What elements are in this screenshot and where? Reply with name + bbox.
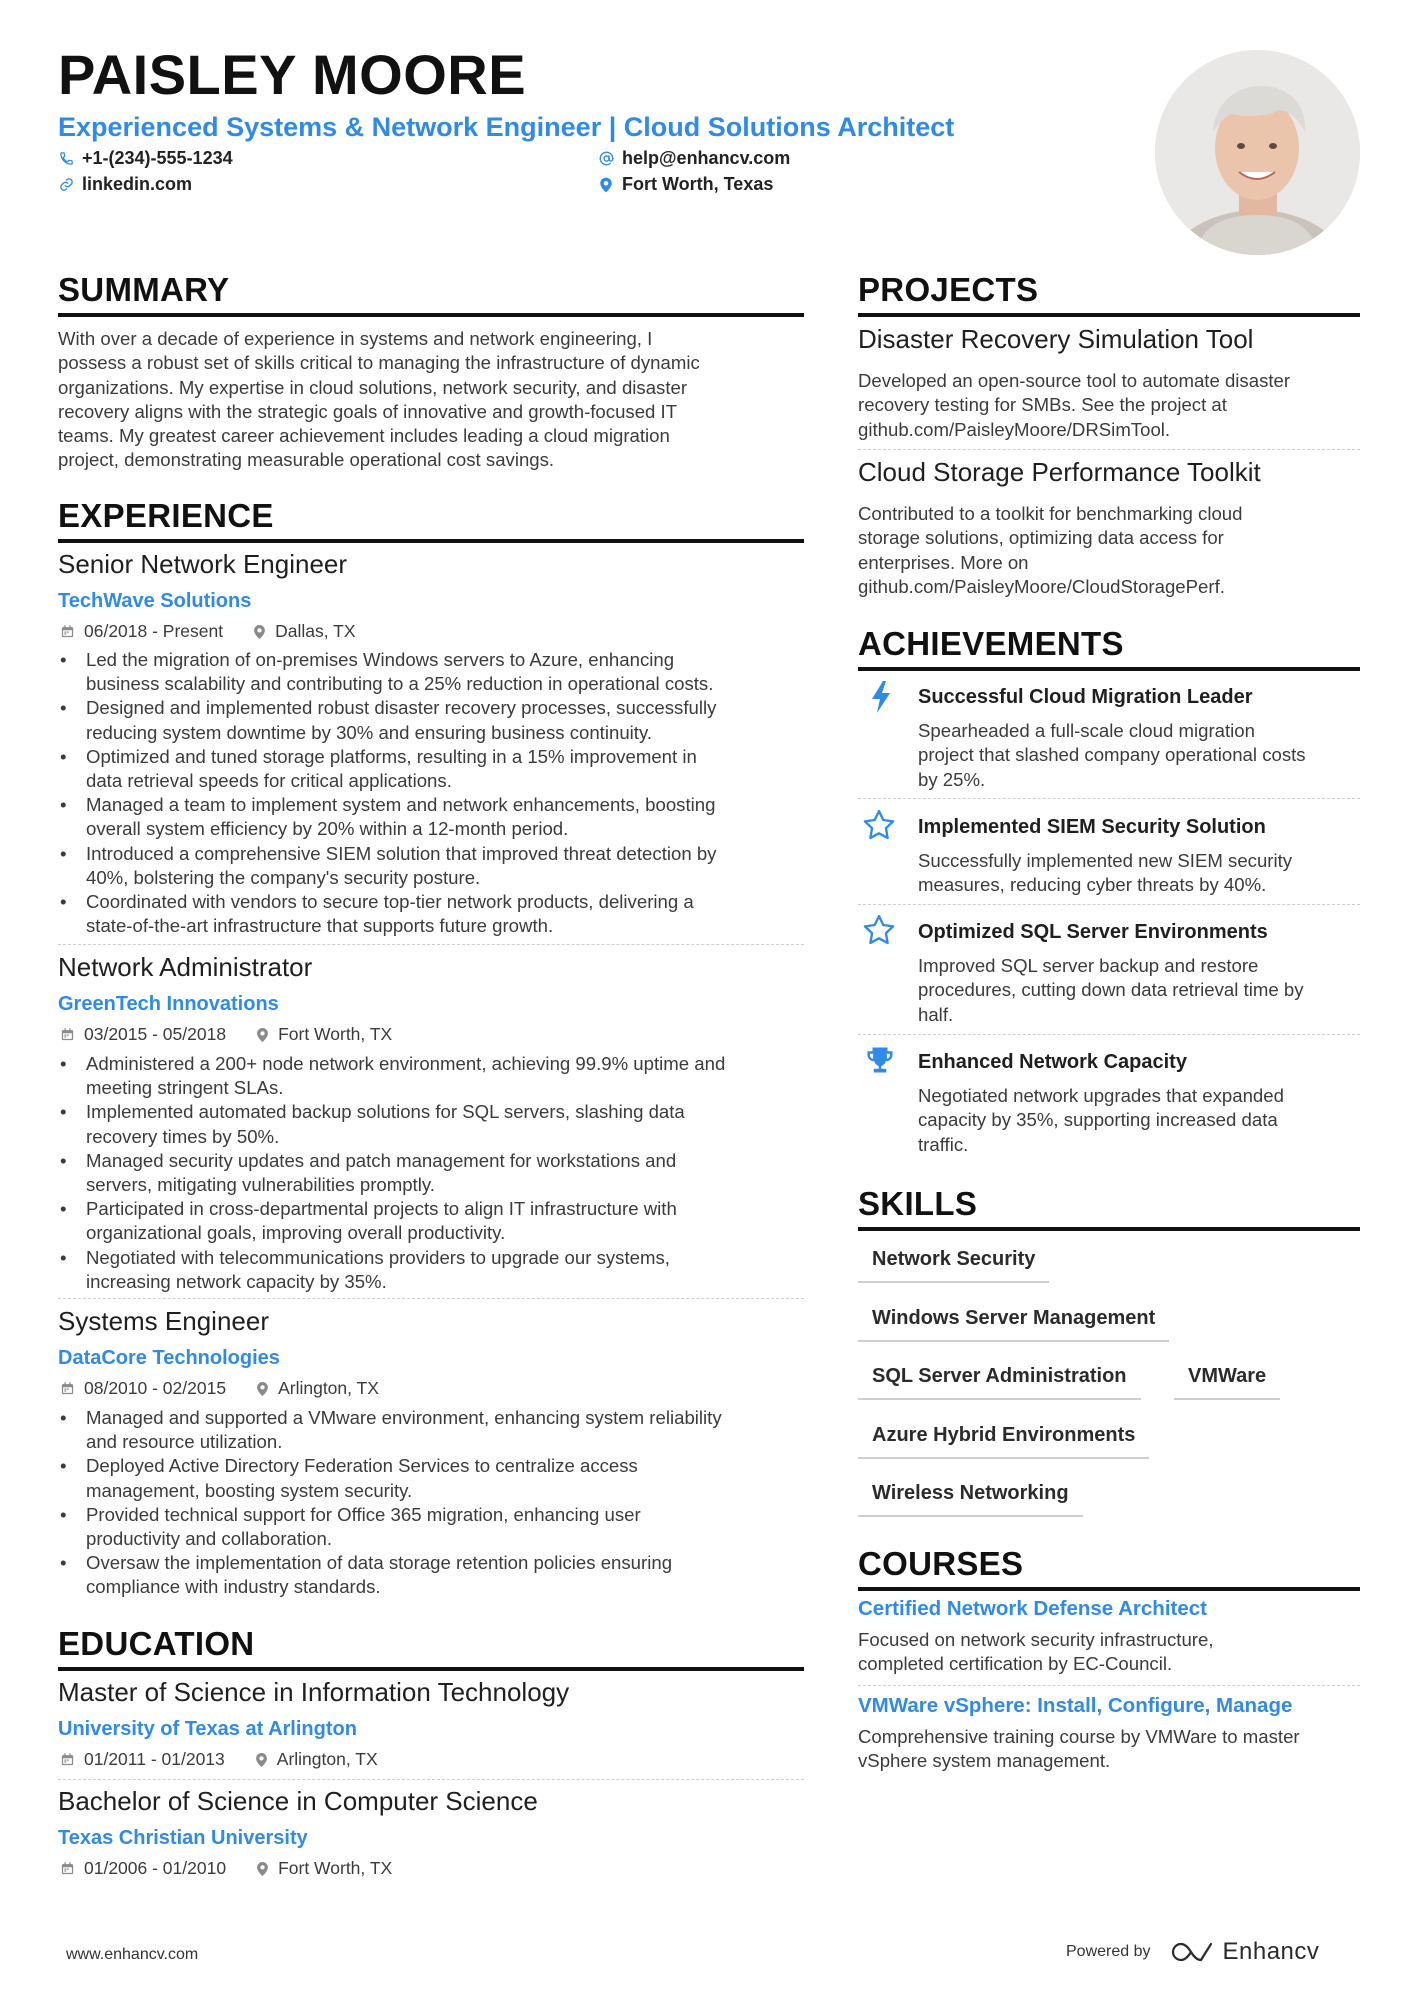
job-location: Dallas, TX [275,621,356,641]
calendar-icon [60,1752,75,1767]
enhancv-logo-icon [1171,1941,1215,1963]
job-dates: 08/2010 - 02/2015 [84,1378,227,1398]
linkedin-text[interactable]: linkedin.com [82,174,193,194]
education-separator [58,1779,804,1780]
bullet-item: • Managed security updates and patch management for workstations and servers, mitigating vulnerabilities promptly. [58,1149,818,1197]
job-separator [58,1298,804,1299]
summary-divider [58,313,804,317]
map-pin-icon [253,624,266,640]
education-school: Texas Christian University [58,1827,308,1849]
summary-line: recovery aligns with the strategic goals of innovative and growth-focused IT [58,400,678,422]
education-dates: 01/2006 - 01/2010 [84,1858,227,1878]
education-meta [60,1858,392,1879]
contact-phone [58,148,233,170]
bullet-item: • Managed and supported a VMware environment, enhancing system reliability and resource utilization. [58,1406,818,1454]
project-title: Disaster Recovery Simulation Tool [858,324,1254,354]
achievement-separator [858,1034,1360,1035]
job-company: GreenTech Innovations [58,993,279,1015]
job-meta [60,1378,379,1399]
job-company: TechWave Solutions [58,590,252,612]
job-role: Systems Engineer [58,1306,269,1336]
job-role: Network Administrator [58,952,313,982]
powered-by-label: Powered by [1066,1943,1151,1960]
bullet-item: • Led the migration of on-premises Windows servers to Azure, enhancing business scalability and contributing to a 25% reduction in operational costs. [58,648,818,696]
footer-website[interactable]: www.enhancv.com [66,1946,199,1963]
experience-heading: EXPERIENCE [58,497,274,534]
course-description: Focused on network security infrastructure, completed certification by EC-Council. [858,1629,1214,1675]
job-role: Senior Network Engineer [58,549,348,579]
job-location: Arlington, TX [278,1378,379,1398]
achievement-description: Successfully implemented new SIEM security measures, reducing cyber threats by 40%. [918,850,1293,896]
achievement-title: Successful Cloud Migration Leader [918,686,1253,708]
summary-line: possess a robust set of skills critical to managing the infrastructure of dynamic [58,352,700,374]
bullet-item: • Implemented automated backup solutions for SQL servers, slashing data recovery times by 50%. [58,1100,818,1148]
contact-email[interactable] [598,148,790,170]
project-separator [858,449,1360,450]
job-bullets [58,1406,818,1600]
summary-line: organizations. My expertise in cloud solutions, network security, and disaster [58,376,688,398]
summary-line: With over a decade of experience in systems and network engineering, I [58,328,653,349]
projects-divider [858,313,1360,317]
education-degree: Bachelor of Science in Computer Science [58,1786,538,1816]
summary-line: project, demonstrating measurable operational cost savings. [58,449,555,471]
education-heading: EDUCATION [58,1625,255,1662]
profile-photo [1155,50,1360,255]
education-meta [60,1749,378,1770]
bullet-item: • Negotiated with telecommunications providers to upgrade our systems, increasing network capacity by 35%. [58,1246,818,1294]
education-school: University of Texas at Arlington [58,1718,357,1740]
job-dates: 06/2018 - Present [84,621,224,641]
contact-linkedin[interactable] [58,174,192,196]
link-icon [58,177,74,193]
map-pin-icon [256,1381,269,1397]
course-title: Certified Network Defense Architect [858,1597,1207,1620]
achievement-description: Spearheaded a full-scale cloud migration project that slashed company operational costs by 25%. [918,720,1306,790]
calendar-icon [60,1027,75,1042]
candidate-tagline: Experienced Systems & Network Engineer | Cloud Solutions Architect [58,112,955,142]
job-bullets [58,648,818,938]
bullet-item: • Introduced a comprehensive SIEM solution that improved threat detection by 40%, bolstering the company's security posture. [58,842,818,890]
candidate-name: PAISLEY MOORE [58,43,527,106]
skills-heading: SKILLS [858,1185,978,1222]
map-pin-icon [598,177,614,193]
experience-divider [58,539,804,543]
bullet-item: • Designed and implemented robust disaster recovery processes, successfully reducing system downtime by 30% and ensuring business continuity. [58,696,818,744]
calendar-icon [60,624,75,639]
courses-divider [858,1587,1360,1591]
footer-branding [1066,1938,1319,1966]
lightning-icon [864,680,898,714]
job-location: Fort Worth, TX [278,1024,393,1044]
phone-icon [58,151,74,167]
bullet-item: • Participated in cross-departmental projects to align IT infrastructure with organizational goals, improving overall productivity. [58,1197,818,1245]
achievement-separator [858,904,1360,905]
achievement-title: Implemented SIEM Security Solution [918,816,1266,838]
education-location: Fort Worth, TX [278,1858,393,1878]
job-separator [58,944,804,945]
calendar-icon [60,1861,75,1876]
skill-tag: SQL Server Administration [858,1364,1141,1400]
project-title: Cloud Storage Performance Toolkit [858,457,1261,487]
bullet-item: • Managed a team to implement system and network enhancements, boosting overall system efficiency by 20% within a 12-month period. [58,793,818,841]
brand-name: Enhancv [1222,1938,1320,1965]
trophy-icon [863,1043,897,1077]
phone-text: +1-(234)-555-1234 [82,148,233,168]
course-description: Comprehensive training course by VMWare to master vSphere system management. [858,1726,1300,1772]
course-separator [858,1685,1360,1686]
star-icon [862,913,896,947]
achievement-separator [858,798,1360,799]
achievement-title: Optimized SQL Server Environments [918,921,1268,943]
education-divider [58,1667,804,1671]
summary-heading: SUMMARY [58,271,230,308]
skills-divider [858,1227,1360,1231]
star-icon [862,808,896,842]
job-dates: 03/2015 - 05/2018 [84,1024,227,1044]
job-bullets [58,1052,818,1294]
contact-location [598,174,773,196]
project-description: Developed an open-source tool to automate disaster recovery testing for SMBs. See the project at github.com/PaisleyMoore/DRSimTool. [858,370,1291,440]
education-location: Arlington, TX [276,1749,378,1769]
bullet-item: • Coordinated with vendors to secure top-tier network products, delivering a state-of-the-art infrastructure that supports future growth. [58,890,818,938]
map-pin-icon [255,1752,268,1768]
education-degree: Master of Science in Information Technology [58,1677,570,1707]
bullet-item: • Oversaw the implementation of data storage retention policies ensuring compliance with industry standards. [58,1551,818,1599]
job-meta [60,1024,392,1045]
achievement-description: Negotiated network upgrades that expanded capacity by 35%, supporting increased data traffic. [918,1085,1284,1155]
course-title: VMWare vSphere: Install, Configure, Manage [858,1694,1293,1717]
job-meta [60,621,356,642]
project-description: Contributed to a toolkit for benchmarking cloud storage solutions, optimizing data access for enterprises. More on github.com/PaisleyMoore/CloudStoragePerf. [858,503,1243,597]
bullet-item: • Deployed Active Directory Federation Services to centralize access management, boosting system security. [58,1454,818,1502]
skill-tag: Windows Server Management [858,1306,1169,1342]
skill-tag: VMWare [1174,1364,1280,1400]
summary-text [58,327,700,473]
education-dates: 01/2011 - 01/2013 [84,1749,225,1769]
achievements-heading: ACHIEVEMENTS [858,625,1124,662]
enhancv-logo[interactable] [1171,1938,1320,1966]
bullet-item: • Administered a 200+ node network environment, achieving 99.9% uptime and meeting stringent SLAs. [58,1052,818,1100]
location-text: Fort Worth, Texas [622,174,774,194]
calendar-icon [60,1381,75,1396]
email-text[interactable]: help@enhancv.com [622,148,791,168]
skill-tag: Azure Hybrid Environments [858,1423,1149,1459]
summary-line: teams. My greatest career achievement includes leading a cloud migration [58,425,670,447]
skill-tag: Wireless Networking [858,1481,1083,1517]
at-icon [598,151,614,167]
bullet-item: • Optimized and tuned storage platforms, resulting in a 15% improvement in data retrieval speeds for critical applications. [58,745,818,793]
achievement-title: Enhanced Network Capacity [918,1051,1187,1073]
map-pin-icon [256,1861,269,1877]
job-company: DataCore Technologies [58,1347,280,1369]
skill-tag: Network Security [858,1247,1049,1283]
projects-heading: PROJECTS [858,271,1039,308]
courses-heading: COURSES [858,1545,1024,1582]
achievement-description: Improved SQL server backup and restore procedures, cutting down data retrieval time by half. [918,955,1304,1025]
bullet-item: • Provided technical support for Office 365 migration, enhancing user productivity and collaboration. [58,1503,818,1551]
map-pin-icon [256,1027,269,1043]
achievements-divider [858,667,1360,671]
